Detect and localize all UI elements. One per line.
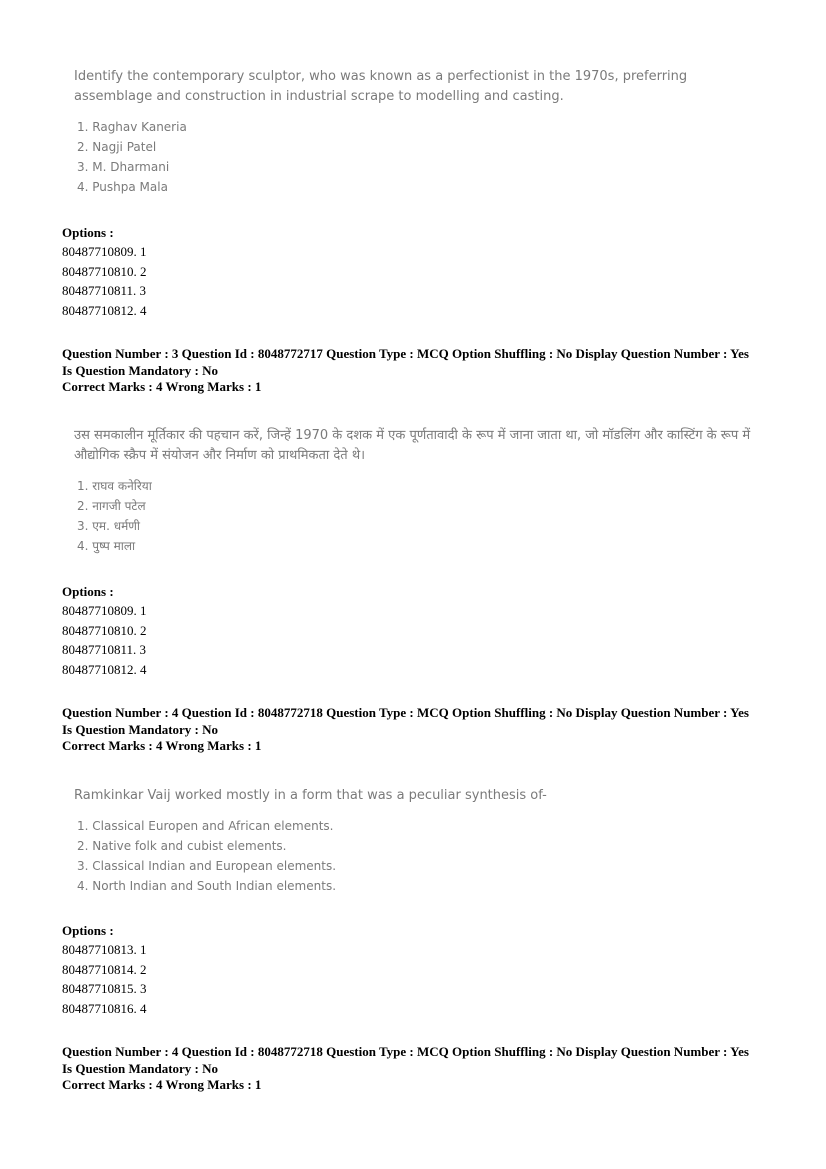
options-title: Options : — [62, 923, 114, 938]
question-3-choice: 4. पुष्प माला — [77, 539, 136, 553]
question-4-options — [62, 921, 147, 1018]
option-line: 80487710812. 4 — [62, 661, 147, 677]
question-2-text: Identify the contemporary sculptor, who was known as a perfectionist in the 1970s, preferring assemblage and construction in industrial scrape to modelling and casting. — [74, 69, 688, 104]
question-4-text: Ramkinkar Vaij worked mostly in a form that was a peculiar synthesis of- — [74, 788, 547, 803]
question-mandatory-line: Is Question Mandatory : No — [62, 721, 219, 737]
question-3-choice: 3. एम. धर्मणी — [77, 519, 141, 533]
option-line: 80487710816. 4 — [62, 1000, 147, 1016]
question-meta-line: Question Number : 4 Question Id : 8048772718 Question Type : MCQ Option Shuffling : No Display Question Number : Yes — [62, 705, 749, 720]
option-line: 80487710809. 1 — [62, 603, 147, 618]
question-3-choice: 2. नागजी पटेल — [77, 499, 146, 513]
question-4-choice: 4. North Indian and South Indian elements. — [77, 879, 337, 893]
question-4-choice: 3. Classical Indian and European elements. — [77, 859, 337, 873]
question-4-image — [62, 786, 762, 896]
option-line: 80487710811. 3 — [62, 642, 147, 658]
question-marks-line: Correct Marks : 4 Wrong Marks : 1 — [62, 1077, 262, 1092]
option-line: 80487710815. 3 — [62, 981, 147, 997]
question-mandatory-line: Is Question Mandatory : No — [62, 1060, 219, 1076]
option-line: 80487710813. 1 — [62, 942, 147, 957]
option-line: 80487710810. 2 — [62, 622, 147, 638]
question-4-choice: 2. Native folk and cubist elements. — [77, 839, 287, 853]
question-meta-line: Question Number : 4 Question Id : 8048772718 Question Type : MCQ Option Shuffling : No Display Question Number : Yes — [62, 1044, 749, 1059]
option-line: 80487710810. 2 — [62, 263, 147, 279]
question-2-choice: 3. M. Dharmani — [77, 160, 170, 174]
question-3-options — [62, 582, 147, 679]
question-2-choice: 2. Nagji Patel — [77, 140, 157, 154]
question-2-image — [62, 67, 762, 197]
question-4-choice: 1. Classical Europen and African elements. — [77, 819, 334, 833]
question-meta-line: Question Number : 3 Question Id : 8048772717 Question Type : MCQ Option Shuffling : No Display Question Number : Yes — [62, 346, 749, 361]
question-4-choice-list — [62, 816, 762, 896]
options-title: Options : — [62, 225, 114, 240]
question-3-choice: 1. राघव कनेरिया — [77, 479, 152, 493]
question-2-choice: 4. Pushpa Mala — [77, 180, 168, 194]
option-line: 80487710811. 3 — [62, 283, 147, 299]
option-line: 80487710814. 2 — [62, 961, 147, 977]
question-2-choice: 1. Raghav Kaneria — [77, 120, 187, 134]
question-3-meta — [62, 346, 772, 396]
option-line: 80487710812. 4 — [62, 302, 147, 318]
question-marks-line: Correct Marks : 4 Wrong Marks : 1 — [62, 379, 262, 394]
question-3-text: उस समकालीन मूर्तिकार की पहचान करें, जिन्हें 1970 के दशक में एक पूर्णतावादी के रूप में जाना जाता था, जो मॉडलिंग और कास्टिंग के रूप में औद्योगिक स्क्रैप में संयोजन और निर्माण को प्राथमिकता देते थे। — [74, 428, 751, 463]
options-title: Options : — [62, 584, 114, 599]
question-mandatory-line: Is Question Mandatory : No — [62, 362, 219, 378]
question-2-choice-list — [62, 117, 762, 197]
question-4-meta — [62, 705, 772, 755]
question-3-choice-list — [62, 476, 762, 556]
question-4-repeat-meta — [62, 1044, 772, 1094]
option-line: 80487710809. 1 — [62, 244, 147, 259]
question-2-options — [62, 223, 147, 320]
question-3-image — [62, 426, 762, 556]
question-marks-line: Correct Marks : 4 Wrong Marks : 1 — [62, 738, 262, 753]
